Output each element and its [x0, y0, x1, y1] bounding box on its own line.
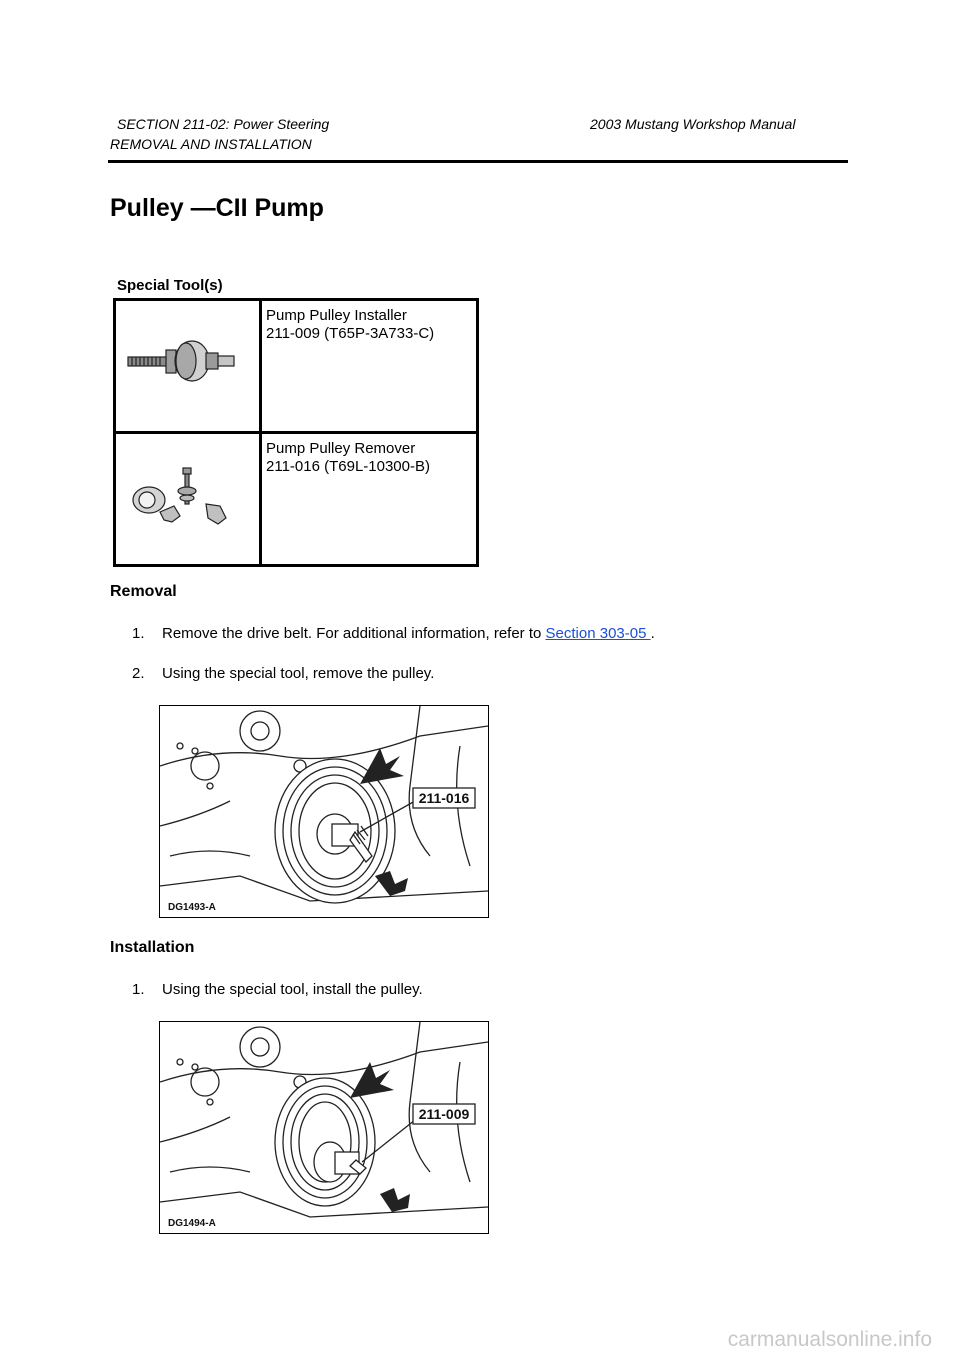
pump-pulley-remover-icon — [116, 434, 259, 558]
tool-row — [115, 300, 478, 433]
step-number: 1. — [132, 981, 145, 998]
pulley-installation-diagram — [160, 1022, 488, 1233]
figure-code: DG1494-A — [168, 1218, 216, 1229]
tool-callout-label: 211-016 — [418, 790, 470, 806]
installation-step — [132, 981, 423, 998]
procedure-type: REMOVAL AND INSTALLATION — [110, 136, 312, 152]
tool-image-cell — [115, 433, 261, 566]
step-text: Using the special tool, remove the pulley. — [162, 665, 435, 682]
figure-code: DG1493-A — [168, 902, 216, 913]
step-number: 1. — [132, 625, 145, 642]
tool-number: 211-009 (T65P-3A733-C) — [266, 325, 435, 342]
step-text: Remove the drive belt. For additional information, refer to — [162, 625, 546, 642]
tool-image-cell — [115, 300, 261, 433]
pulley-removal-diagram — [160, 706, 488, 917]
special-tools-table — [113, 298, 479, 567]
installation-illustration — [159, 1021, 489, 1234]
watermark: carmanualsonline.info — [727, 1328, 932, 1351]
section-303-05-link[interactable]: Section 303-05 — [545, 625, 651, 642]
manual-title: 2003 Mustang Workshop Manual — [590, 116, 796, 132]
special-tools-heading: Special Tool(s) — [117, 277, 223, 294]
section-header: SECTION 211-02: Power Steering — [117, 116, 330, 132]
tool-number: 211-016 (T69L-10300-B) — [266, 458, 430, 475]
removal-step — [132, 625, 655, 642]
installation-heading: Installation — [110, 939, 195, 956]
removal-step — [132, 665, 434, 682]
step-number: 2. — [132, 665, 145, 682]
page-title: Pulley —CII Pump — [110, 194, 324, 222]
tool-callout-label: 211-009 — [418, 1106, 470, 1122]
removal-illustration — [159, 705, 489, 918]
tool-description-cell — [261, 300, 478, 433]
step-text-end: . — [650, 625, 655, 642]
tool-name: Pump Pulley Installer — [266, 307, 407, 324]
tool-description-cell — [261, 433, 478, 566]
tool-row — [115, 433, 478, 566]
header-divider — [108, 160, 848, 163]
tool-name: Pump Pulley Remover — [266, 440, 416, 457]
removal-heading: Removal — [110, 583, 177, 600]
pump-pulley-installer-icon — [116, 301, 259, 425]
step-text: Using the special tool, install the pulley. — [162, 981, 423, 998]
